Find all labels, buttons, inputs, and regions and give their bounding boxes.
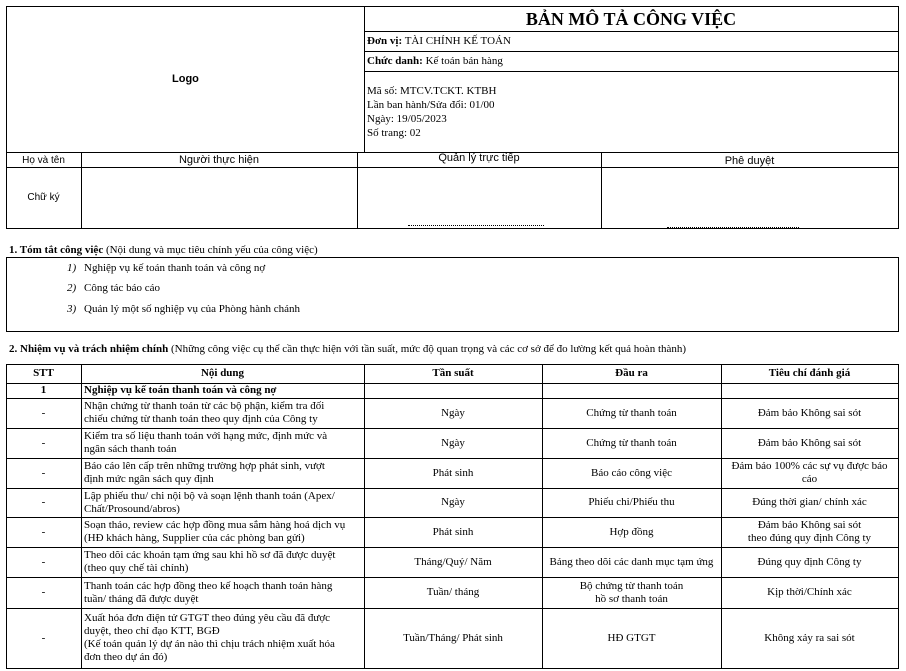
logo-placeholder: Logo bbox=[172, 73, 199, 85]
row-frequency: Ngày bbox=[441, 436, 465, 449]
row-content: Báo cáo lên cấp trên những trường hợp phát sinh, vượt định mức ngân sách quy định bbox=[84, 460, 325, 485]
group-stt: 1 bbox=[40, 384, 47, 396]
row-output: Bộ chứng từ thanh toán hồ sơ thanh toán bbox=[579, 579, 684, 605]
row-content: Soạn thảo, review các hợp đồng mua sắm hàng hoá dịch vụ (HĐ khách hàng, Supplier của các phòng ban gửi) bbox=[84, 519, 346, 544]
signature-label: Chữ ký bbox=[27, 192, 60, 203]
performer-header: Người thực hiện bbox=[178, 154, 260, 166]
unit-label: Đơn vị: bbox=[367, 35, 403, 47]
row-frequency: Phát sinh bbox=[432, 466, 474, 479]
row-frequency: Ngày bbox=[441, 406, 465, 419]
unit-value: TÀI CHÍNH KẾ TOÁN bbox=[404, 35, 511, 47]
row-output: HĐ GTGT bbox=[607, 631, 656, 644]
row-stt: - bbox=[41, 631, 46, 644]
row-criteria: Kịp thời/Chính xác bbox=[767, 586, 852, 598]
row-content: Theo dõi các khoản tạm ứng sau khi hồ sơ đã được duyệt (theo quy chế tài chính) bbox=[84, 549, 336, 574]
unit-row bbox=[367, 35, 511, 47]
section1-heading: 1. Tóm tắt công việc bbox=[9, 244, 104, 256]
row-criteria: Đảm bảo 100% các sự vụ được báo cáo bbox=[731, 460, 888, 485]
row-content: Lập phiếu thu/ chi nội bộ và soạn lệnh thanh toán (Apex/ Chất/Prosound/abros) bbox=[84, 489, 335, 515]
row-output: Chứng từ thanh toán bbox=[586, 436, 677, 449]
row-criteria: Đảm bảo Không sai sót bbox=[757, 436, 862, 449]
document-code: Mã số: MTCV.TCKT. KTBH bbox=[367, 85, 497, 97]
document-date: Ngày: 19/05/2023 bbox=[367, 113, 447, 125]
column-header-frequency: Tần suất bbox=[432, 367, 474, 379]
row-criteria: Không xảy ra sai sót bbox=[764, 631, 855, 644]
row-stt: - bbox=[41, 436, 46, 449]
row-stt: - bbox=[41, 586, 46, 598]
row-frequency: Tháng/Quý/ Năm bbox=[414, 555, 492, 568]
position-label: Chức danh: bbox=[367, 55, 423, 67]
manager-header: Quản lý trực tiếp bbox=[438, 152, 520, 164]
row-stt: - bbox=[41, 466, 46, 479]
row-output: Bảng theo dõi các danh mục tạm ứng bbox=[549, 555, 714, 568]
row-content: Xuất hóa đơn điện tử GTGT theo đúng yêu cầu đã được duyệt, theo chỉ đạo KTT, BGĐ (Kế toán quản lý dự án nào thì chịu trách nhiệm xuất hóa đơn theo dự án đó) bbox=[84, 612, 335, 663]
row-stt: - bbox=[41, 406, 46, 419]
column-header-stt: STT bbox=[33, 367, 54, 379]
row-frequency: Tuần/Tháng/ Phát sinh bbox=[403, 631, 503, 644]
row-frequency: Ngày bbox=[441, 496, 465, 508]
row-output: Báo cáo công việc bbox=[591, 466, 672, 479]
document-pages: Số trang: 02 bbox=[367, 127, 421, 139]
summary-item-1: 1) Nghiệp vụ kế toán thanh toán và công nợ bbox=[67, 262, 266, 274]
document-title: BẢN MÔ TẢ CÔNG VIỆC bbox=[525, 9, 737, 29]
section1-note: (Nội dung và mục tiêu chính yếu của công việc) bbox=[105, 244, 318, 256]
row-frequency: Phát sinh bbox=[432, 525, 474, 538]
summary-item-2: 2) Công tác báo cáo bbox=[67, 282, 161, 294]
row-output: Hợp đồng bbox=[609, 525, 654, 538]
column-header-output: Đầu ra bbox=[615, 367, 648, 379]
row-output: Chứng từ thanh toán bbox=[586, 406, 677, 419]
section2-title bbox=[9, 343, 686, 355]
row-stt: - bbox=[41, 496, 46, 508]
row-output: Phiếu chi/Phiếu thu bbox=[588, 496, 675, 508]
position-value: Kế toán bán hàng bbox=[425, 55, 503, 67]
row-content: Kiểm tra số liệu thanh toán với hạng mức, định mức và ngân sách thanh toán bbox=[84, 430, 328, 455]
section1-title bbox=[9, 244, 318, 256]
row-content: Nhận chứng từ thanh toán từ các bộ phận, kiểm tra đối chiếu chứng từ thanh toán theo quy định của Công ty bbox=[84, 400, 325, 425]
column-header-content: Nội dung bbox=[200, 367, 245, 379]
summary-item-3: 3) Quản lý một số nghiệp vụ của Phòng hành chánh bbox=[67, 303, 300, 315]
manager-signature-line bbox=[408, 225, 544, 226]
row-frequency: Tuần/ tháng bbox=[426, 586, 480, 598]
row-criteria: Đúng quy định Công ty bbox=[757, 555, 862, 568]
approver-signature-line bbox=[667, 227, 799, 228]
row-stt: - bbox=[41, 555, 46, 568]
section2-heading: 2. Nhiệm vụ và trách nhiệm chính bbox=[9, 343, 169, 355]
row-content: Thanh toán các hợp đồng theo kế hoạch thanh toán hàng tuần/ tháng đã được duyệt bbox=[84, 579, 333, 605]
position-row bbox=[367, 55, 503, 67]
row-criteria: Đảm bảo Không sai sót bbox=[757, 406, 862, 419]
column-header-criteria: Tiêu chí đánh giá bbox=[768, 367, 851, 379]
approver-header: Phê duyệt bbox=[724, 155, 775, 167]
row-stt: - bbox=[41, 525, 46, 538]
document-revision: Lần ban hành/Sửa đổi: 01/00 bbox=[367, 99, 495, 111]
row-criteria: Đúng thời gian/ chính xác bbox=[752, 496, 867, 508]
row-criteria: Đảm bảo Không sai sót theo đúng quy định Công ty bbox=[747, 519, 872, 544]
name-label: Họ và tên bbox=[22, 155, 65, 166]
section2-note: (Những công việc cụ thể cần thực hiện với tần suất, mức độ quan trọng và các cơ sở để đo lường kết quả hoàn thành) bbox=[170, 343, 687, 355]
group-title: Nghiệp vụ kế toán thanh toán và công nợ bbox=[84, 384, 277, 396]
